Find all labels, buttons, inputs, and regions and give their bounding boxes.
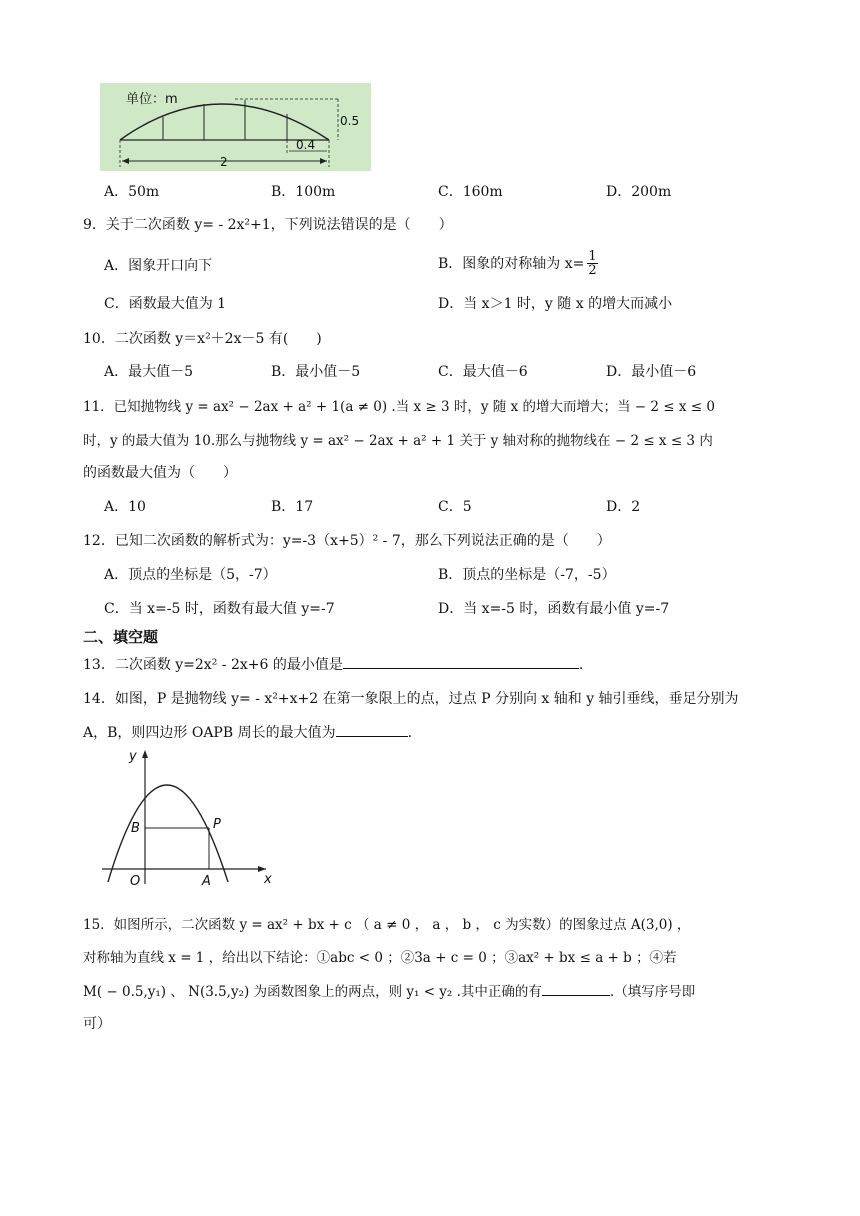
q13-end: . <box>578 657 584 673</box>
q9-option-d: D．当 x＞1 时，y 随 x 的增大而减小 <box>438 296 673 312</box>
q14-line-2 <box>83 722 412 742</box>
q14-line-1: 14．如图，P 是抛物线 y= - x²+x+2 在第一象限上的点，过点 P 分别向 x 轴和 y 轴引垂线，垂足分别为 <box>83 691 739 707</box>
q15-line-1: 15．如图所示，二次函数 y = ax² + bx + c （ a ≠ 0 ， a ， b ， c 为实数）的图象过点 A(3,0) ， <box>83 917 691 933</box>
q13-text: 13．二次函数 y=2x² - 2x+6 的最小值是 <box>83 657 343 673</box>
q15-line-4: 可） <box>83 1016 111 1032</box>
point-a-label: A <box>202 874 211 888</box>
q8-option-c: C．160m <box>438 184 503 200</box>
q8-option-d: D．200m <box>606 184 672 200</box>
fraction <box>587 250 597 277</box>
q14-end: . <box>407 725 413 741</box>
q9-stem: 9．关于二次函数 y= - 2x²+1，下列说法错误的是（ ） <box>83 217 453 233</box>
q15-line-2: 对称轴为直线 x = 1 ，给出以下结论：①abc < 0 ；②3a + c = 0 ；③ax² + bx ≤ a + b ；④若 <box>83 950 677 966</box>
parabola-diagram <box>98 746 278 888</box>
q10-option-d: D．最小值－6 <box>606 364 697 380</box>
q9-option-b-text: B．图象的对称轴为 x= <box>438 256 585 272</box>
q14-line-2-text: A，B，则四边形 OAPB 周长的最大值为 <box>83 725 336 741</box>
q11-option-b: B．17 <box>271 499 314 515</box>
q12-option-d: D．当 x=-5 时，函数有最小值 y=-7 <box>438 601 670 617</box>
q10-option-a: A．最大值－5 <box>104 364 194 380</box>
q15-answer-blank[interactable] <box>542 981 610 996</box>
section-heading: 二、填空题 <box>83 628 159 646</box>
x-axis-label: x <box>264 872 272 887</box>
point-p-label: P <box>213 817 221 832</box>
origin-label: O <box>130 874 141 888</box>
q12-option-a: A．顶点的坐标是（5，-7） <box>104 567 277 583</box>
q14-answer-blank[interactable] <box>336 722 408 737</box>
q12-option-c: C．当 x=-5 时，函数有最大值 y=-7 <box>104 601 335 617</box>
q11-option-d: D．2 <box>606 499 641 515</box>
q11-line-3: 的函数最大值为（ ） <box>83 465 237 481</box>
q11-line-1: 11．已知抛物线 y = ax² − 2ax + a² + 1(a ≠ 0) .当 x ≥ 3 时，y 随 x 的增大而增大；当 − 2 ≤ x ≤ 0 <box>83 399 715 415</box>
arch-figure <box>100 83 371 171</box>
fraction-denominator: 2 <box>588 262 597 278</box>
parabola-figure <box>98 746 278 888</box>
q12-option-b: B．顶点的坐标是（-7，-5） <box>438 567 616 583</box>
y-axis-label: y <box>129 749 137 764</box>
q12-stem: 12．已知二次函数的解析式为：y=-3（x+5）² - 7，那么下列说法正确的是（ ） <box>83 533 611 549</box>
q13 <box>83 654 583 674</box>
q15-line-3 <box>83 980 695 1000</box>
q15-line-3-text: M( − 0.5,y₁) 、 N(3.5,y₂) 为函数图象上的两点，则 y₁ < y₂ .其中正确的有 <box>83 984 542 1000</box>
arch-diagram <box>100 83 371 171</box>
q10-option-c: C．最大值－6 <box>438 364 528 380</box>
q13-answer-blank[interactable] <box>343 654 579 669</box>
q8-option-b: B．100m <box>271 184 336 200</box>
unit-label: 单位：m <box>126 92 178 107</box>
fraction-numerator: 1 <box>588 248 597 264</box>
span-label: 2 <box>220 155 228 169</box>
spacing-label: 0.4 <box>296 138 316 152</box>
q15-line-3-end: .（填写序号即 <box>609 984 696 1000</box>
q11-line-2: 时，y 的最大值为 10.那么与抛物线 y = ax² − 2ax + a² + 1 关于 y 轴对称的抛物线在 − 2 ≤ x ≤ 3 内 <box>83 433 713 449</box>
q10-stem: 10．二次函数 y＝x²＋2x－5 有( ) <box>83 331 322 347</box>
q10-option-b: B．最小值－5 <box>271 364 361 380</box>
y-axis-arrow <box>142 750 148 758</box>
q11-option-a: A．10 <box>104 499 146 515</box>
q8-option-a: A．50m <box>104 184 160 200</box>
q9-option-c: C．函数最大值为 1 <box>104 296 227 312</box>
parabola-curve <box>108 785 228 882</box>
q9-option-a: A．图象开口向下 <box>104 258 213 274</box>
height-label: 0.5 <box>340 114 360 128</box>
point-b-label: B <box>131 821 140 836</box>
q11-option-c: C．5 <box>438 499 472 515</box>
q9-option-b <box>438 247 598 279</box>
